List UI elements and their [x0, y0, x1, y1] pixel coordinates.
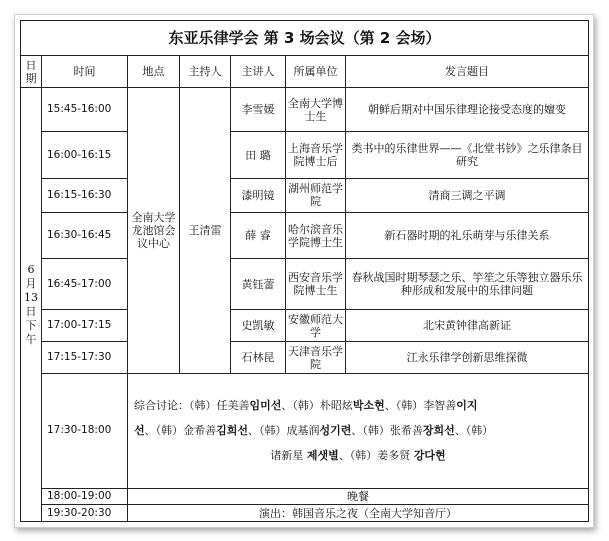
time-cell: 16:45-17:00	[42, 259, 128, 310]
table-row	[21, 310, 589, 342]
dinner-cell: 晚餐	[128, 488, 589, 505]
header-topic: 发言题目	[346, 56, 589, 88]
speaker-cell: 黄钰蕾	[231, 259, 286, 310]
venue-cell: 全南大学龙池馆会议中心	[128, 88, 180, 374]
time-cell: 18:00-19:00	[42, 488, 128, 505]
show-cell: 演出：韩国音乐之夜（全南大学知音厅）	[128, 505, 589, 522]
speaker-cell: 薛 睿	[231, 213, 286, 259]
participant-korean: 박소현	[352, 399, 385, 413]
affiliation-cell: 上海音乐学院博士后	[286, 132, 346, 178]
speaker-cell: 史凯敏	[231, 310, 286, 342]
participant-text: 、（韩）张希善	[351, 424, 423, 438]
participant-text: 诸新星	[270, 449, 304, 463]
participant-text: 、（韩）李智善	[384, 399, 457, 413]
dinner-row	[21, 488, 589, 505]
time-cell: 15:45-16:00	[42, 88, 128, 132]
participant-text: 、（韩）	[454, 424, 494, 438]
header-time: 时间	[42, 56, 128, 88]
participant-korean: 임미선	[249, 399, 282, 413]
table-row	[21, 342, 589, 374]
time-cell: 16:30-16:45	[42, 213, 128, 259]
participant-korean: 이지	[456, 399, 478, 413]
affiliation-cell: 西安音乐学院博士生	[286, 259, 346, 310]
time-cell: 16:15-16:30	[42, 178, 128, 212]
schedule-paper	[14, 14, 594, 528]
header-date: 日期	[21, 56, 42, 88]
affiliation-cell: 天津音乐学院	[286, 342, 346, 374]
participant-korean: 김희선	[216, 424, 249, 438]
discussion-line-1	[134, 393, 582, 418]
participant-text: 、（韩）朴昭炫	[281, 399, 353, 413]
page-title: 东亚乐律学会 第 3 场会议（第 2 会场）	[21, 21, 589, 56]
time-cell: 17:30-18:00	[42, 374, 128, 489]
speaker-cell: 石林昆	[231, 342, 286, 374]
discussion-label: 综合讨论：	[134, 399, 189, 413]
speaker-cell: 李雪媛	[231, 88, 286, 132]
table-row	[21, 132, 589, 178]
participant-korean: 강다현	[413, 449, 446, 463]
discussion-cell	[128, 374, 589, 489]
topic-cell: 北宋黄钟律高新证	[346, 310, 589, 342]
participant-text: 、（韩）成基润	[248, 424, 320, 438]
topic-cell: 春秋战国时期琴瑟之乐、竽笙之乐等独立器乐乐种形成和发展中的乐律问题	[346, 259, 589, 310]
time-cell: 17:00-17:15	[42, 310, 128, 342]
time-cell: 19:30-20:30	[42, 505, 128, 522]
participant-text: （韩）任美善	[189, 399, 250, 413]
time-cell: 17:15-17:30	[42, 342, 128, 374]
table-row	[21, 259, 589, 310]
time-cell: 16:00-16:15	[42, 132, 128, 178]
header-row	[21, 56, 589, 88]
date-cell: 6月13日下午	[21, 88, 42, 522]
host-cell: 王清雷	[180, 88, 231, 374]
affiliation-cell: 全南大学博士生	[286, 88, 346, 132]
affiliation-cell: 安徽师范大学	[286, 310, 346, 342]
participant-korean: 제샛별	[306, 449, 339, 463]
header-host: 主持人	[180, 56, 231, 88]
participant-korean: 성기련	[319, 424, 352, 438]
topic-cell: 清商三调之平调	[346, 178, 589, 212]
table-row	[21, 88, 589, 132]
speaker-cell: 田 璐	[231, 132, 286, 178]
participant-text: 、（韩）金希善	[144, 424, 217, 438]
participant-korean: 장희선	[422, 424, 455, 438]
header-speaker: 主讲人	[231, 56, 286, 88]
affiliation-cell: 湖州师范学院	[286, 178, 346, 212]
topic-cell: 类书中的乐律世界——《北堂书钞》之乐律条目研究	[346, 132, 589, 178]
affiliation-cell: 哈尔滨音乐学院博士生	[286, 213, 346, 259]
participant-text: 、（韩）姜多贤	[338, 449, 411, 463]
topic-cell: 朝鲜后期对中国乐律理论接受态度的嬗变	[346, 88, 589, 132]
participant-korean: 선	[134, 424, 145, 438]
speaker-cell: 漆明镜	[231, 178, 286, 212]
topic-cell: 江永乐律学创新思维探微	[346, 342, 589, 374]
topic-cell: 新石器时期的礼乐萌芽与乐律关系	[346, 213, 589, 259]
show-row	[21, 505, 589, 522]
discussion-row	[21, 374, 589, 489]
table-row	[21, 178, 589, 212]
discussion-line-3	[134, 443, 582, 468]
schedule-table	[20, 20, 589, 522]
header-affiliation: 所属单位	[286, 56, 346, 88]
discussion-line-2	[134, 418, 582, 443]
header-venue: 地点	[128, 56, 180, 88]
table-row	[21, 213, 589, 259]
